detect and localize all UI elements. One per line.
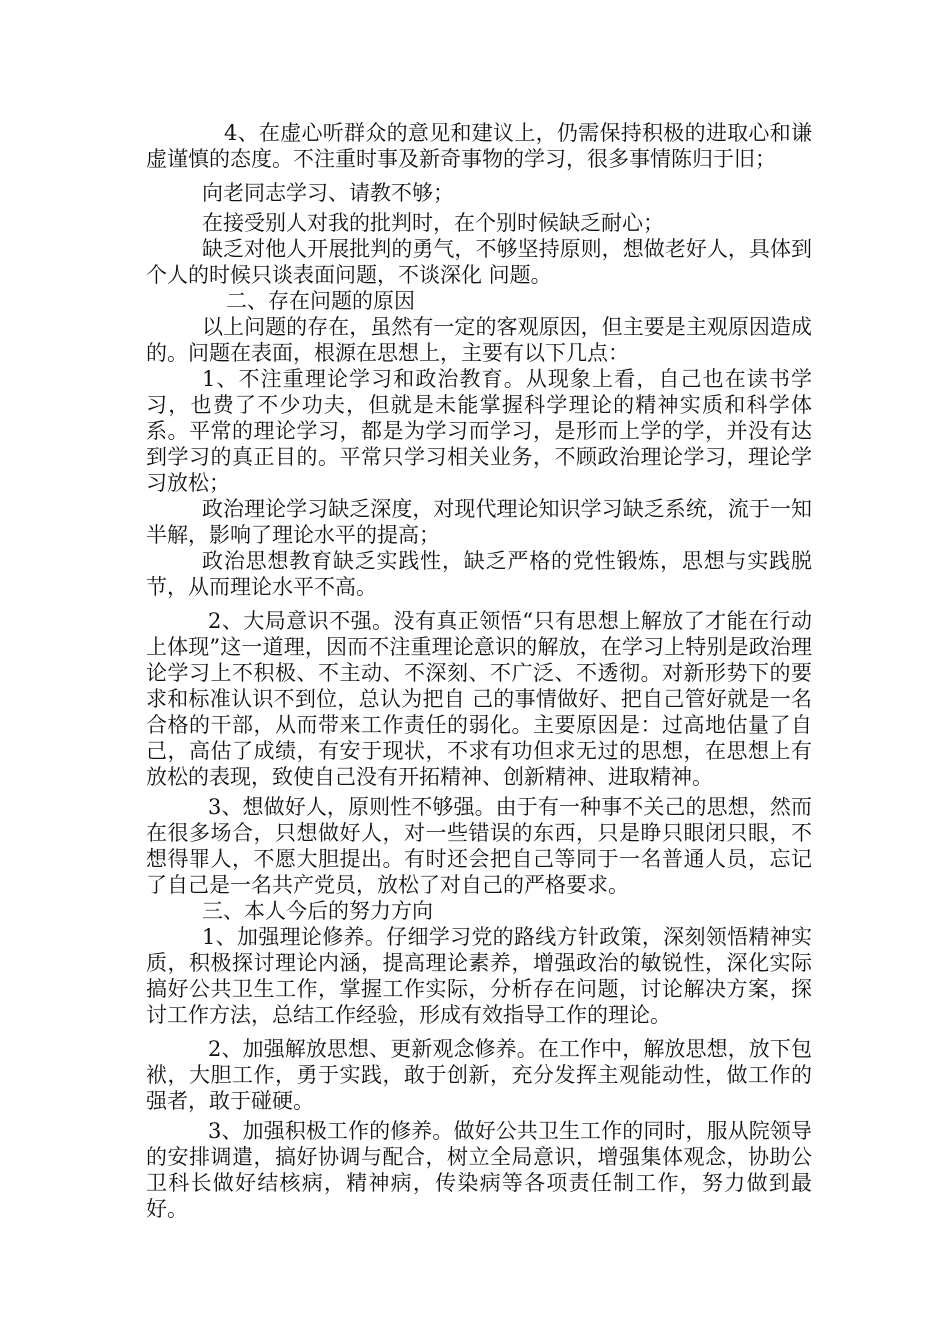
paragraph-direction-3: 3、加强积极工作的修养。做好公共卫生工作的同时，服从院领导的安排调遣，搞好协调与配合，树立全局意识，增强集体观念，协助公卫科长做好结核病，精神病，传染病等各项责任制工作，努力做到最好。 xyxy=(146,1119,812,1221)
paragraph-patience: 在接受别人对我的批判时，在个别时候缺乏耐心； xyxy=(202,211,664,235)
section-heading-causes: 二、存在问题的原因 xyxy=(226,289,415,313)
paragraph-cause-3: 3、想做好人，原则性不够强。由于有一种事不关己的思想，然而在很多场合，只想做好人，对一些错误的东西，只是睁只眼闭只眼，不想得罪人，不愿大胆提出。有时还会把自己等同于一名普通人员，忘记了自己是一名共产党员，放松了对自己的严格要求。 xyxy=(146,795,812,897)
section-heading-direction: 三、本人今后的努力方向 xyxy=(202,899,433,923)
paragraph-learn-from-elders: 向老同志学习、请教不够； xyxy=(202,181,454,205)
paragraph-theory-depth: 政治理论学习缺乏深度，对现代理论知识学习缺乏系统，流于一知半解，影响了理论水平的提高； xyxy=(146,497,812,547)
paragraph-direction-2: 2、加强解放思想、更新观念修养。在工作中，解放思想，放下包袱，大胆工作，勇于实践，敢于创新，充分发挥主观能动性，做工作的强者，敢于碰硬。 xyxy=(146,1037,812,1113)
paragraph-political-practice: 政治思想教育缺乏实践性，缺乏严格的党性锻炼，思想与实践脱节，从而理论水平不高。 xyxy=(146,549,812,599)
paragraph-item-4: 4、在虚心听群众的意见和建议上，仍需保持积极的进取心和谦虚谨慎的态度。不注重时事及新奇事物的学习，很多事情陈归于旧； xyxy=(146,121,812,171)
paragraph-cause-2: 2、大局意识不强。没有真正领悟“只有思想上解放了才能在行动上体现”这一道理，因而不注重理论意识的解放，在学习上特别是政治理论学习上不积极、不主动、不深刻、不广泛、不透彻。对新形势下的要求和标准认识不到位，总认为把自 己的事情做好、把自己管好就是一名合格的干部，从而带来工作责任的弱化。主要原因是：过高地估量了自己，高估了成绩，有安于现状，不求有功但求无过的思想，在思想上有放松的表现，致使自己没有开拓精神、创新精神、进取精神。 xyxy=(146,609,812,789)
paragraph-direction-1: 1、加强理论修养。仔细学习党的路线方针政策，深刻领悟精神实质，积极探讨理论内涵，提高理论素养，增强政治的敏锐性，深化实际搞好公共卫生工作，掌握工作实际，分析存在问题，讨论解决方案，探讨工作方法，总结工作经验，形成有效指导工作的理论。 xyxy=(146,925,812,1027)
paragraph-cause-1: 1、不注重理论学习和政治教育。从现象上看，自己也在读书学习，也费了不少功夫，但就是未能掌握科学理论的精神实质和科学体系。平常的理论学习，都是为学习而学习，是形而上学的学，并没有达到学习的真正目的。平常只学习相关业务，不顾政治理论学习，理论学习放松； xyxy=(146,367,812,495)
document-body xyxy=(146,120,812,1222)
paragraph-criticism: 缺乏对他人开展批判的勇气，不够坚持原则，想做老好人，具体到个人的时候只谈表面问题，不谈深化 问题。 xyxy=(146,237,812,287)
paragraph-causes-intro: 以上问题的存在，虽然有一定的客观原因，但主要是主观原因造成的。问题在表面，根源在思想上，主要有以下几点： xyxy=(146,315,812,365)
